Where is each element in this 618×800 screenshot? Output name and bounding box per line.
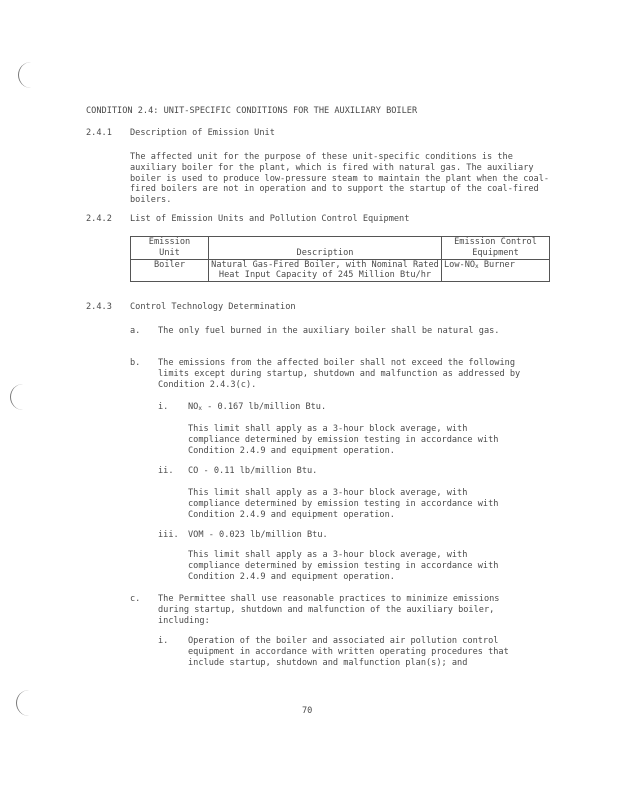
section-heading-2-4-3: Control Technology Determination xyxy=(130,302,296,312)
condition-title: CONDITION 2.4: UNIT-SPECIFIC CONDITIONS FOR THE AUXILIARY BOILER xyxy=(86,106,418,116)
item-b-i-text: $NO_x - 0.167$ lb/million Btu. xyxy=(188,402,327,412)
item-b-text: The emissions from the affected boiler shall not exceed the following limits except during startup, shutdown and malfunction as addressed by Condition 2.4.3(c). xyxy=(158,358,521,390)
item-b-label: b. xyxy=(130,358,141,368)
item-b-iii-text: VOM - 0.023 lb/million Btu. xyxy=(188,530,328,540)
binder-hole-mark-middle xyxy=(10,384,25,410)
item-b-iii-note: This limit shall apply as a 3-hour block average, with compliance determined by emission testing in accordance with Condition 2.4.9 and equipment operation. xyxy=(188,550,499,582)
header-emission-unit: Emission Unit xyxy=(131,237,209,260)
item-c-label: c. xyxy=(130,594,141,604)
item-b-ii-label: ii. xyxy=(158,466,174,476)
item-b-iii-label: iii. xyxy=(158,530,179,540)
item-b-ii-note: This limit shall apply as a 3-hour block average, with compliance determined by emission testing in accordance with Condition 2.4.9 and equipment operation. xyxy=(188,488,499,520)
item-a-text: The only fuel burned in the auxiliary boiler shall be natural gas. xyxy=(158,326,500,336)
section-heading-2-4-2: List of Emission Units and Pollution Control Equipment xyxy=(130,214,410,224)
table-row xyxy=(131,259,550,282)
item-c-text: The Permittee shall use reasonable practices to minimize emissions during startup, shutdown and malfunction of the auxiliary boiler, including: xyxy=(158,594,500,626)
item-b-i-label: i. xyxy=(158,402,169,412)
page-number: 70 xyxy=(302,706,313,716)
item-b-ii-text: CO - 0.11 lb/million Btu. xyxy=(188,466,318,476)
section-heading-2-4-1: Description of Emission Unit xyxy=(130,128,275,138)
cell-emission-unit: Boiler xyxy=(131,259,209,282)
item-c-i-label: i. xyxy=(158,636,169,646)
section-number-2-4-1: 2.4.1 xyxy=(86,128,112,138)
item-a-label: a. xyxy=(130,326,141,336)
table-header-row xyxy=(131,237,550,260)
binder-hole-mark-bottom xyxy=(16,690,31,716)
header-description: Description xyxy=(209,237,442,260)
binder-hole-mark-top xyxy=(18,62,33,88)
item-b-i-note: This limit shall apply as a 3-hour block average, with compliance determined by emission testing in accordance with Condition 2.4.9 and equipment operation. xyxy=(188,424,499,456)
section-number-2-4-3: 2.4.3 xyxy=(86,302,112,312)
emission-units-table xyxy=(130,236,550,282)
item-c-i-text: Operation of the boiler and associated air pollution control equipment in accordance with written operating procedures that include startup, shutdown and malfunction plan(s); and xyxy=(188,636,509,668)
section-number-2-4-2: 2.4.2 xyxy=(86,214,112,224)
header-emission-control-equipment: Emission Control Equipment xyxy=(442,237,550,260)
cell-description: Natural Gas-Fired Boiler, with Nominal Rated Heat Input Capacity of 245 Million Btu/hr xyxy=(209,259,442,282)
section-body-2-4-1: The affected unit for the purpose of these unit-specific conditions is the auxiliary boiler for the plant, which is fired with natural gas. The auxiliary boiler is used to produce low-pressure steam to maintain the plant when the coal-fired boilers are not in operation and to support the startup of the coal-fired boilers. xyxy=(130,152,550,206)
cell-control-equipment: Low-$NO_x$ Burner xyxy=(442,259,550,282)
